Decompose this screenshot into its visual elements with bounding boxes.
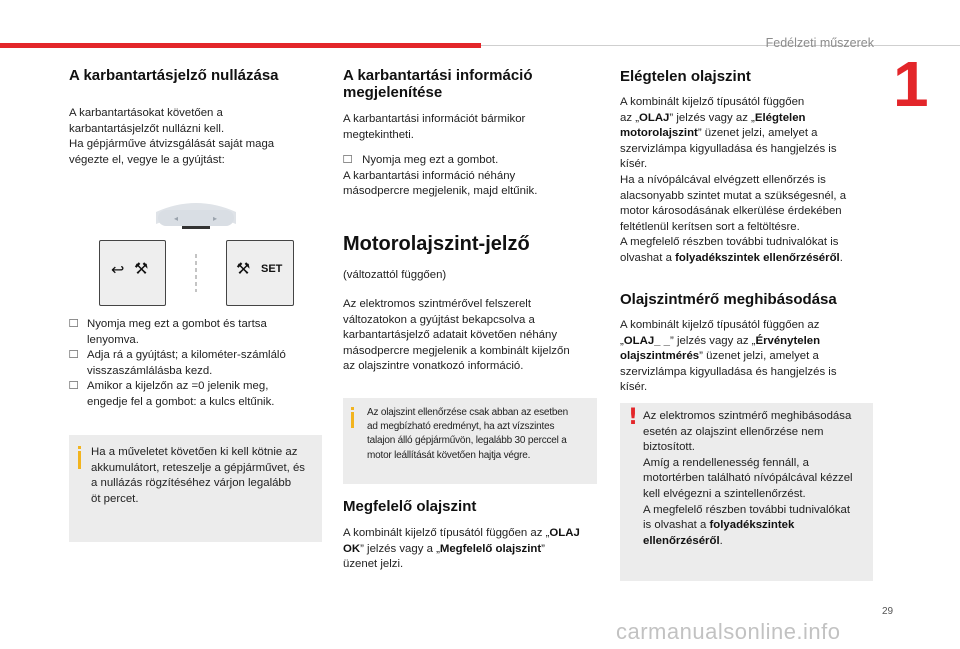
svg-text:▸: ▸ <box>213 214 218 223</box>
correct-level-heading: Megfelelő olajszint <box>343 498 477 515</box>
oil-level-heading: Motorolajszint-jelző <box>343 233 530 255</box>
wrench-icon: ⚒ <box>236 259 251 278</box>
info-icon <box>351 412 354 428</box>
col3-para1: A kombinált kijelző típusától függően az „OLAJ” jelzés vagy az „Elégtelen motorolajszint” üzenet jelzi, amelyet a szervizlámpa kigyulladása és hangjelzés is kísér. Ha a nívópálcával elvégzett ellenőrzés is alacsonyabb szintet mutat a szükségesnél, a motor károsodásának elkerülése érdekében feltétlenül kerítsen sort a feltöltésre. A megfelelő részben további tudnivalókat is olvashat a folyadékszintek ellenőrzéséről. <box>620 96 847 264</box>
step-1: 🞎 Nyomja meg ezt a gombot és tartsa lenyomva. <box>69 318 267 346</box>
col3-title2: Olajszintmérő meghibásodása <box>620 291 837 308</box>
step-3: 🞎 Amikor a kijelzőn az =0 jelenik meg, engedje fel a gombot: a kulcs eltűnik. <box>69 380 275 408</box>
col3-title: Elégtelen olajszint <box>620 68 751 85</box>
header-rule <box>481 45 960 46</box>
watermark: carmanualsonline.info <box>616 619 841 644</box>
button-symbol-icon: 🞎 <box>69 318 79 330</box>
col3-warning-box: ! Az elektromos szintmérő meghibásodása esetén az olajszint ellenőrzése nem biztosított. Amíg a rendellenesség fennáll, a motortérben található nívópálcával kézzel kell elvégezni a szintellenőrzést. A megfelelő részben további tudnivalókat is olvashat a folyadékszintek ellenőrzéséről. <box>620 403 873 581</box>
page-number: 29 <box>882 606 894 617</box>
svg-text:◂: ◂ <box>174 214 179 223</box>
col1-info-box: Ha a műveletet követően ki kell kötnie az akkumulátort, reteszelje a gépjárművet, és a nullázás rögzítéséhez várjon legalább öt percet. <box>69 435 322 542</box>
wrench-icon: ⚒ <box>134 259 149 278</box>
variant-note: (változattól függően) <box>343 269 447 281</box>
col1-intro: A karbantartásokat követően a karbantartásjelzőt nullázni kell. Ha gépjárműve átvizsgálását saját maga végezte el, vegye le a gyújtást: <box>69 107 275 166</box>
step-2: 🞎 Adja rá a gyújtást; a kilométer-számláló visszaszámlálásba kezd. <box>69 349 286 377</box>
col2-info-box: Az olajszint ellenőrzése csak abban az esetben ad megbízható eredményt, ha azt vízszintes talajon álló gépjárművön, legalább 30 perccel a motor leállítását követően hajtja végre. <box>343 398 597 484</box>
section-title: Fedélzeti műszerek <box>765 36 874 50</box>
set-button[interactable] <box>226 240 294 306</box>
button-symbol-icon: 🞎 <box>69 380 79 393</box>
col1-steps <box>69 317 319 411</box>
chapter-number: 1 <box>893 48 929 120</box>
reset-button[interactable] <box>99 240 166 306</box>
warning-icon: ! <box>628 405 639 430</box>
col3-para2: A kombinált kijelző típusától függően az „OLAJ_ _” jelzés vagy az „Érvénytelen olajszintmérés” üzenet jelzi, amelyet a szervizlámpa kigyulladása és hangjelzés is kísér. <box>620 319 837 394</box>
back-arrow-icon: ↩ <box>111 260 125 279</box>
col2-para: Az elektromos szintmérővel felszerelt változatokon a gyújtást bekapcsolva a karbantartásjelző adatait követően néhány másodpercre megjelenik a kombinált kijelzőn az olajszintre vonatkozó információ. <box>343 298 570 373</box>
set-button-label: SET <box>261 263 283 275</box>
correct-level-text: A kombinált kijelző típusától függően az „OLAJ OK” jelzés vagy a „Megfelelő olajszint” üzenet jelzi. <box>343 527 580 571</box>
button-symbol-icon: 🞎 <box>343 154 353 166</box>
info-icon <box>78 451 81 469</box>
button-symbol-icon: 🞎 <box>69 349 79 362</box>
col2-title: A karbantartási információ megjelenítése <box>343 67 533 101</box>
col1-title: A karbantartásjelző nullázása <box>69 67 279 84</box>
col2-step: 🞎 Nyomja meg ezt a gombot. A karbantartási információ néhány másodpercre megjelenik, majd eltűnik. <box>343 154 538 198</box>
header-red-bar <box>0 43 481 48</box>
col2-intro: A karbantartási információt bármikor megtekintheti. <box>343 113 526 141</box>
